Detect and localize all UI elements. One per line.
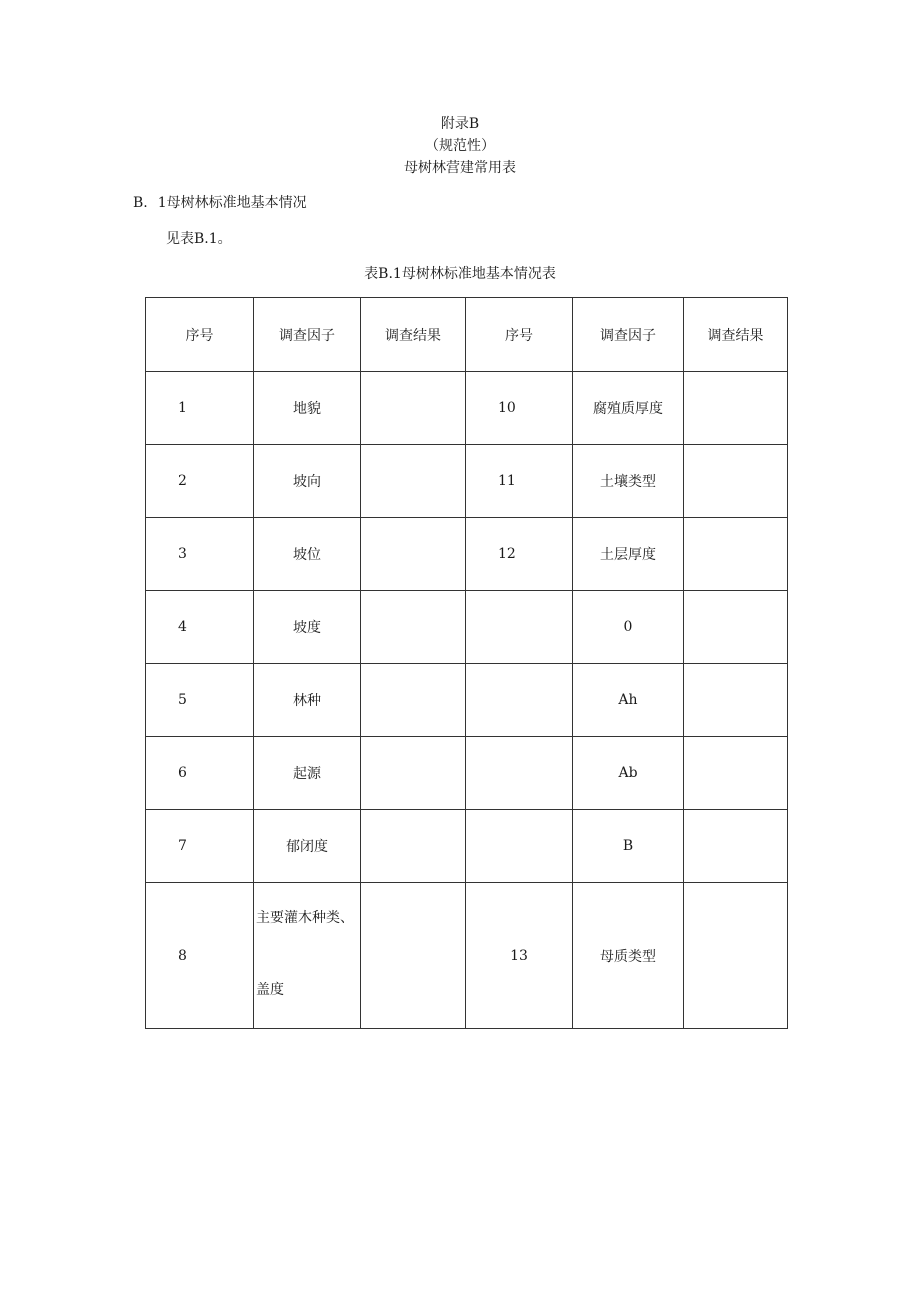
table-row [146, 810, 788, 883]
factor-cell: 郁闭度 [254, 810, 361, 883]
appendix-title: 母树林营建常用表 [404, 160, 516, 176]
result-cell[interactable] [361, 883, 466, 1029]
factor-cell: 腐殖质厚度 [573, 372, 684, 445]
result-cell[interactable] [684, 591, 788, 664]
horizon-cell: Ab [573, 737, 684, 810]
factor-cell: 母质类型 [573, 883, 684, 1029]
horizon-cell: 0 [573, 591, 684, 664]
section-number: B. [133, 195, 148, 211]
result-cell[interactable] [684, 737, 788, 810]
result-cell[interactable] [361, 372, 466, 445]
horizon-cell: Ah [573, 664, 684, 737]
factor-line-1: 主要灌木种类、 [256, 910, 354, 926]
seq-cell: 10 [466, 372, 573, 445]
seq-cell: 11 [466, 445, 573, 518]
seq-cell [466, 591, 573, 664]
table-row [146, 518, 788, 591]
result-cell[interactable] [361, 810, 466, 883]
seq-cell [466, 664, 573, 737]
seq-cell [466, 810, 573, 883]
factor-cell: 土层厚度 [573, 518, 684, 591]
result-cell[interactable] [684, 372, 788, 445]
result-cell[interactable] [361, 591, 466, 664]
table-row [146, 372, 788, 445]
table-row [146, 445, 788, 518]
factor-cell: 坡向 [254, 445, 361, 518]
factor-cell-multiline [254, 883, 361, 1029]
result-cell[interactable] [684, 883, 788, 1029]
result-cell[interactable] [361, 518, 466, 591]
factor-cell: 地貌 [254, 372, 361, 445]
appendix-type: （规范性） [425, 138, 495, 154]
seq-cell [466, 737, 573, 810]
horizon-cell: B [573, 810, 684, 883]
section-title: 1母树林标准地基本情况 [157, 195, 307, 211]
result-cell[interactable] [361, 737, 466, 810]
header-seq-left: 序号 [146, 298, 254, 372]
header-factor-left: 调查因子 [254, 298, 361, 372]
header-factor-right: 调查因子 [573, 298, 684, 372]
result-cell[interactable] [361, 664, 466, 737]
seq-cell: 1 [146, 372, 254, 445]
result-cell[interactable] [684, 445, 788, 518]
table-caption: 表B.1母树林标准地基本情况表 [364, 266, 556, 282]
result-cell[interactable] [684, 518, 788, 591]
appendix-label: 附录B [440, 116, 480, 132]
seq-cell: 7 [146, 810, 254, 883]
factor-cell: 林种 [254, 664, 361, 737]
seq-cell: 12 [466, 518, 573, 591]
table-row [146, 591, 788, 664]
result-cell[interactable] [684, 664, 788, 737]
factor-cell: 坡度 [254, 591, 361, 664]
seq-cell: 6 [146, 737, 254, 810]
seq-cell: 13 [466, 883, 573, 1029]
header-seq-right: 序号 [466, 298, 573, 372]
factor-cell: 土壤类型 [573, 445, 684, 518]
table-row [146, 664, 788, 737]
result-cell[interactable] [361, 445, 466, 518]
header-result-left: 调查结果 [361, 298, 466, 372]
header-result-right: 调查结果 [684, 298, 788, 372]
seq-cell: 4 [146, 591, 254, 664]
factor-cell: 坡位 [254, 518, 361, 591]
seq-cell: 8 [146, 883, 254, 1029]
see-table-reference: 见表B.1。 [166, 231, 232, 247]
seq-cell: 3 [146, 518, 254, 591]
table-row [146, 737, 788, 810]
factor-line-2: 盖度 [256, 982, 284, 998]
survey-table [145, 297, 788, 1029]
seq-cell: 5 [146, 664, 254, 737]
table-row [146, 883, 788, 1029]
result-cell[interactable] [684, 810, 788, 883]
seq-cell: 2 [146, 445, 254, 518]
section-heading [133, 194, 307, 212]
factor-cell: 起源 [254, 737, 361, 810]
table-header-row [146, 298, 788, 372]
